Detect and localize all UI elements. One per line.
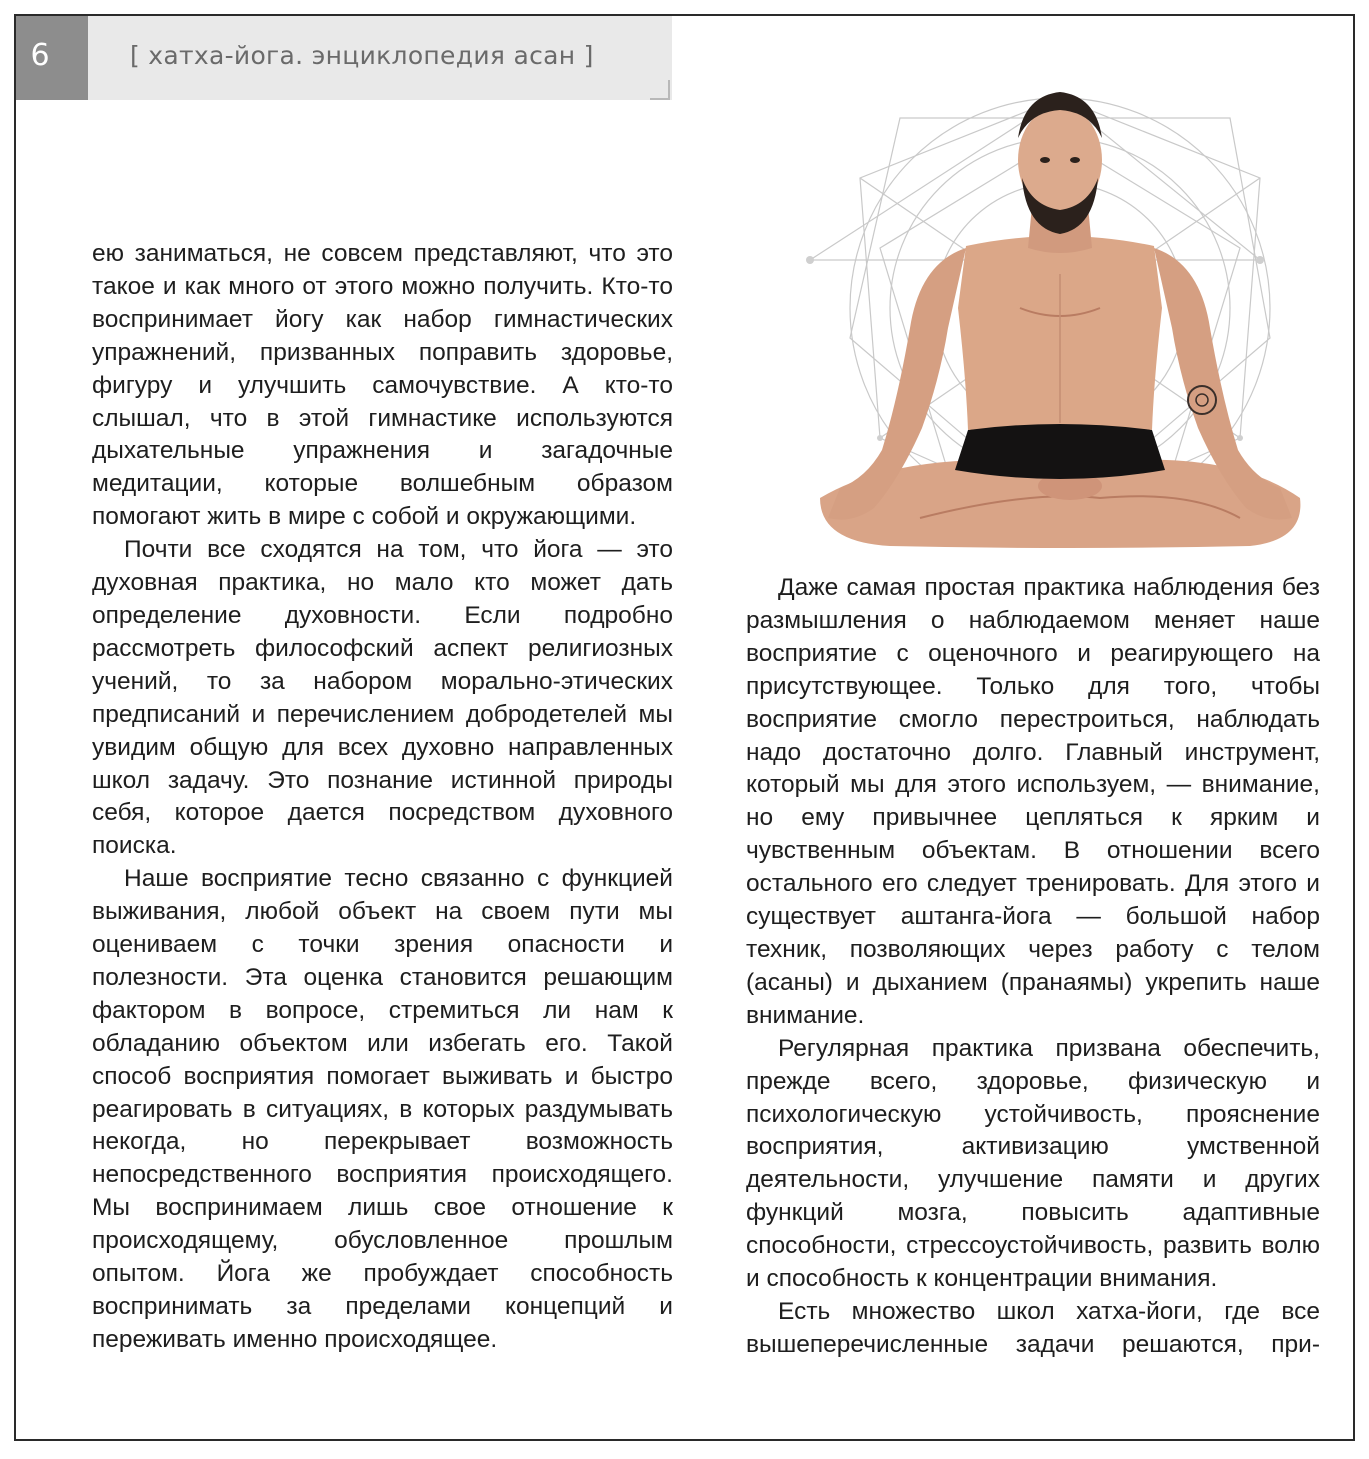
page-number: 6 — [30, 38, 50, 73]
right-paragraph-3: Есть множество школ хатха-йоги, где все вышеперечисленные задачи решаются, при- — [746, 1297, 1320, 1358]
header-corner-mark — [650, 80, 670, 100]
right-text-column — [746, 572, 1320, 1362]
left-paragraph-1: ею заниматься, не совсем представляют, что это такое и как много от этого можно получить. Кто-то воспринимает йогу как набор гимнастических упражнений, призванных поправить здоровье, фигуру и улучшить самочувствие. А кто-то слышал, что в этой гимнастике используются дыхательные упражнения и загадочные медитации, которые волшебным образом помогают жить в мире с собой и окружающими. — [92, 240, 673, 531]
left-text-column — [92, 238, 673, 1357]
left-paragraph-3: Наше восприятие тесно связанно с функцией выживания, любой объект на своем пути мы оцениваем с точки зрения опасности и полезности. Эта оценка становится решающим фактором в вопросе, стремиться ли нам к обладанию объектом или избегать его. Такой способ восприятия помогает выживать и быстро реагировать в ситуациях, в которых раздумывать некогда, но перекрывает возможность непосредственного восприятия происходящего. Мы воспринимаем лишь свое отношение к происходящему, обусловленное прошлым опытом. Йога же пробуждает способность воспринимать за пределами концепций и переживать именно происходящее. — [92, 865, 673, 1353]
man-figure — [820, 92, 1300, 548]
right-paragraph-2: Регулярная практика призвана обеспечить, прежде всего, здоровье, физическую и психологическую устойчивость, прояснение восприятия, активизацию умственной деятельности, улучшение памяти и других функций мозга, повысить адаптивные способности, стрессоустойчивость, развить волю и способность к концентрации внимания. — [746, 1034, 1320, 1293]
left-paragraph-2: Почти все сходятся на том, что йога — это духовная практика, но мало кто может дать определение духовности. Если подробно рассмотреть философский аспект религиозных учений, то за набором морально-этических предписаний и перечислением добродетелей мы увидим общую для всех духовно направленных школ задачу. Это познание истинной природы себя, которое дается посредством духовного поиска. — [92, 536, 673, 860]
right-paragraph-1: Даже самая простая практика наблюдения без размышления о наблюдаемом меняет наше восприятие с оценочного и реагирующего на присутствующее. Только для того, чтобы восприятие смогло перестроиться, наблюдать надо достаточно долго. Главный инструмент, который мы для этого используем, — внимание, но ему привычнее цепляться к ярким и чувственным объектам. В отношении всего остального его следует тренировать. Для этого и существует аштанга-йога — большой набор техник, позволяющих через работу с телом (асаны) и дыханием (пранаямы) укрепить наше внимание. — [746, 574, 1320, 1029]
meditating-man-lotus-pose-icon — [770, 78, 1330, 558]
running-header-title: [ хатха-йога. энциклопедия асан ] — [130, 41, 594, 70]
